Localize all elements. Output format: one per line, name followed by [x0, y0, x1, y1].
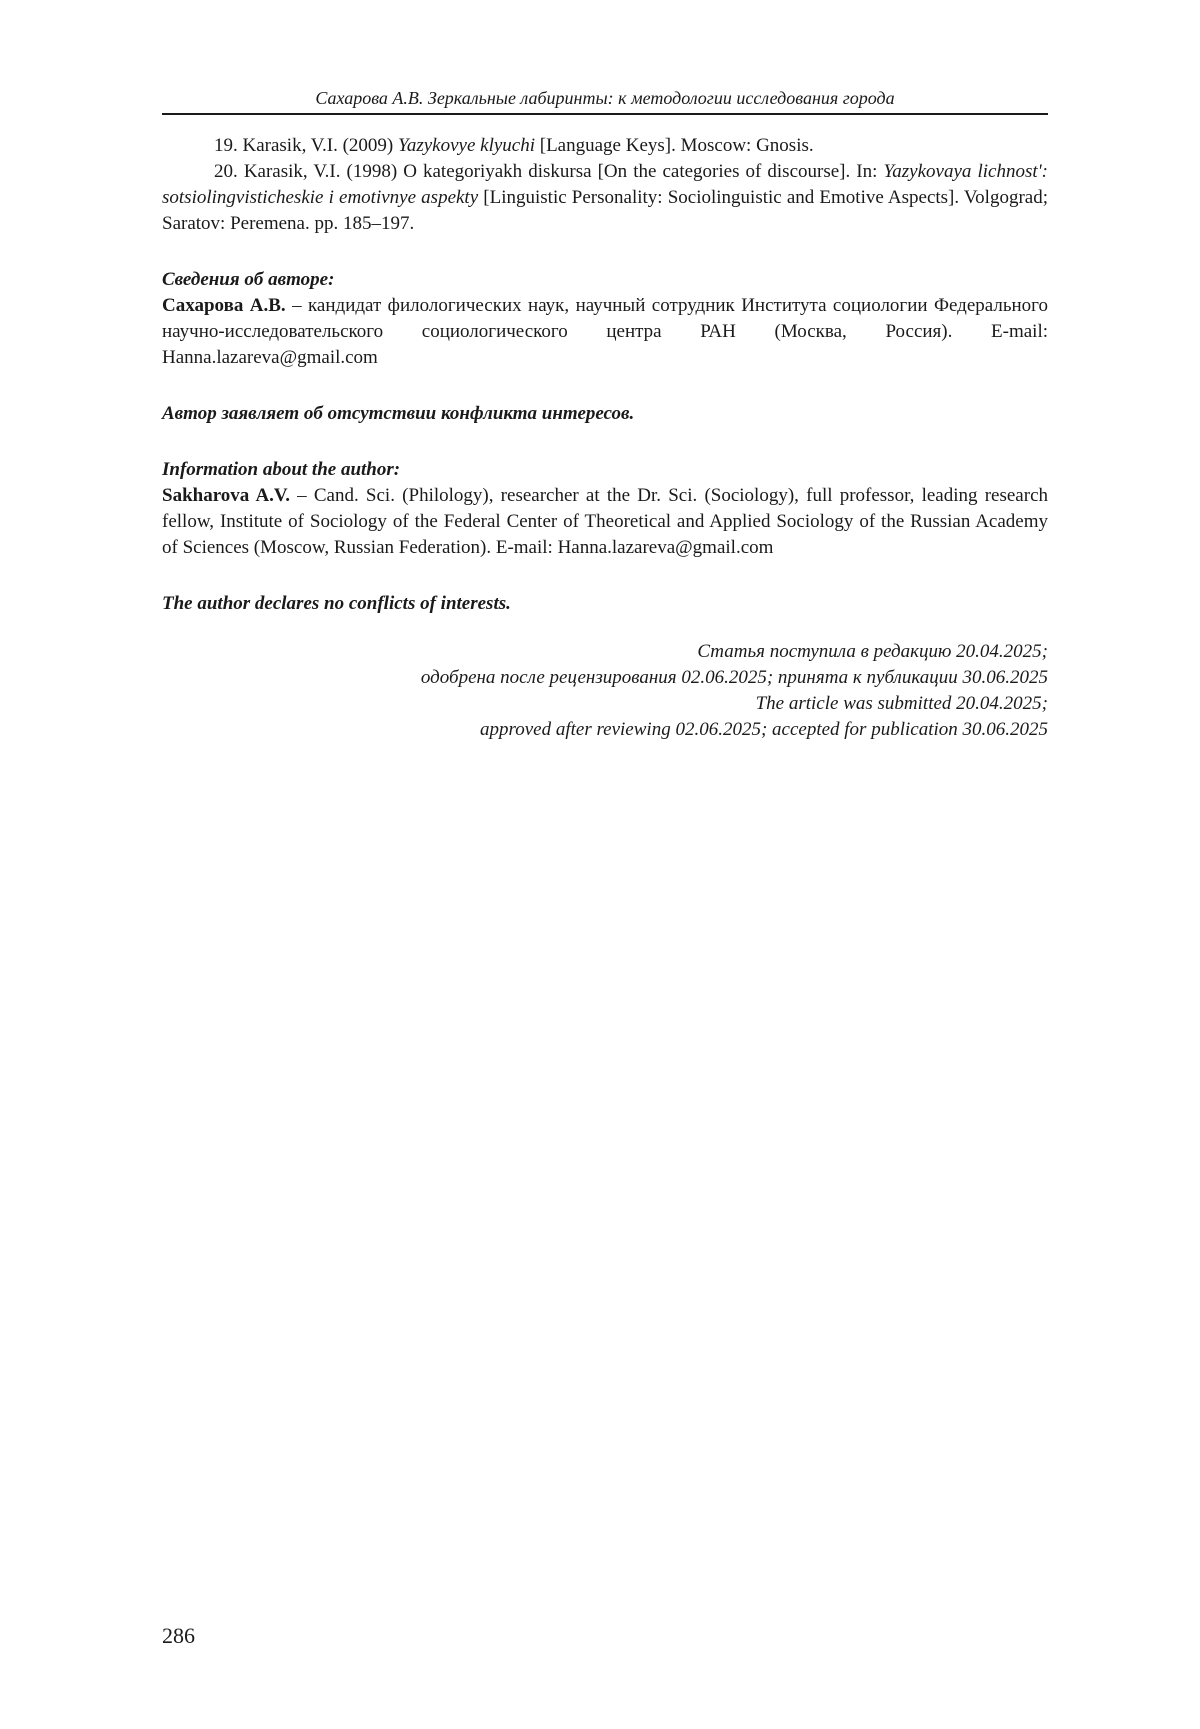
- reference-rest: [Linguistic Personality: Sociolinguistic and Emotive Aspects]. Volgograd; Saratov: Peremena. pp. 185–197.: [162, 187, 1049, 234]
- spacer: [162, 617, 1048, 639]
- author-en-text: – Cand. Sci. (Philology), researcher at the Dr. Sci. (Sociology), full professor, leading research fellow, Institute of Sociology of the Federal Center of Theoretical and Applied Sociology of the Russian Academy of Sciences (Moscow, Russian Federation). E-mail: Hanna.lazareva@gmail.com: [162, 485, 1049, 558]
- reference-20: [162, 159, 1048, 237]
- reference-number: 20.: [214, 161, 238, 182]
- spacer: [162, 237, 1048, 267]
- reference-19: [162, 133, 1048, 159]
- dates-en-line1: The article was submitted 20.04.2025;: [755, 693, 1048, 714]
- content: [162, 133, 1048, 743]
- conflict-ru: Автор заявляет об отсутствии конфликта интересов.: [162, 403, 635, 424]
- author-en-name: Sakharova A.V.: [162, 485, 290, 506]
- page-number: 286: [162, 1623, 195, 1648]
- dates-en-line2: approved after reviewing 02.06.2025; accepted for publication 30.06.2025: [480, 719, 1048, 740]
- author-ru-text: – кандидат филологических наук, научный сотрудник Института социологии Федерального научно-исследовательского социологического центра РАН (Москва, Россия). E-mail: Hanna.lazareva@gmail.com: [162, 295, 1048, 368]
- author-en-info: [162, 483, 1048, 561]
- reference-rest: [Language Keys]. Moscow: Gnosis.: [539, 135, 814, 156]
- spacer: [162, 371, 1048, 401]
- reference-title: Yazykovaya lichnost': sotsiolingvisticheskie i emotivnye aspekty: [162, 161, 1049, 208]
- dates-ru-line2: одобрена после рецензирования 02.06.2025; принята к публикации 30.06.2025: [420, 667, 1048, 688]
- spacer: [162, 427, 1048, 457]
- reference-authors: Karasik, V.I. (2009): [242, 135, 394, 156]
- conflict-en: The author declares no conflicts of interests.: [162, 593, 511, 614]
- page: [162, 0, 1048, 1729]
- reference-title: Yazykovye klyuchi: [398, 135, 535, 156]
- reference-authors: Karasik, V.I. (1998) O kategoriyakh diskursa [On the categories of discourse]. In:: [243, 161, 878, 182]
- author-ru-info: [162, 293, 1048, 371]
- reference-number: 19.: [214, 135, 238, 156]
- author-ru-heading: Сведения об авторе:: [162, 269, 335, 290]
- submission-dates: [162, 639, 1048, 743]
- running-header: Сахарова А.В. Зеркальные лабиринты: к методологии исследования города: [315, 88, 895, 108]
- dates-ru-line1: Статья поступила в редакцию 20.04.2025;: [697, 641, 1048, 662]
- header-rule: [162, 113, 1048, 115]
- author-en-heading: Information about the author:: [162, 459, 401, 480]
- author-ru-name: Сахарова А.В.: [162, 295, 286, 316]
- spacer: [162, 561, 1048, 591]
